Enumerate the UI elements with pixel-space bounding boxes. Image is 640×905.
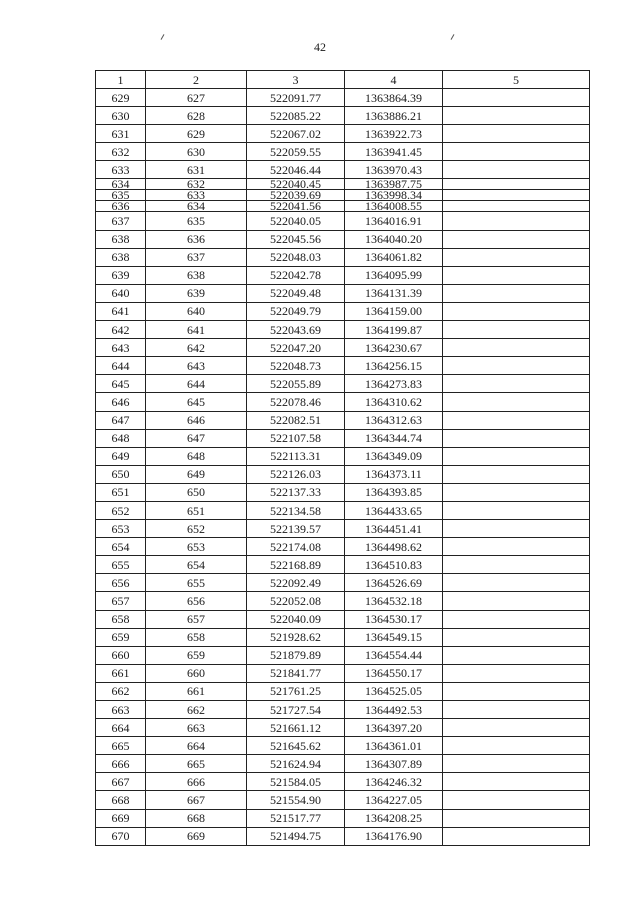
table-cell-col-1: 655	[96, 556, 146, 574]
table-row	[96, 610, 590, 628]
table-cell-col-1: 632	[96, 143, 146, 161]
table-row	[96, 302, 590, 320]
table-cell-col-3: 521624.94	[247, 755, 345, 773]
table-cell-col-4: 1364061.82	[345, 248, 443, 266]
table-cell-col-1: 665	[96, 737, 146, 755]
table-cell-col-1: 641	[96, 302, 146, 320]
table-cell-col-1: 649	[96, 447, 146, 465]
table-cell-col-1: 644	[96, 357, 146, 375]
table-cell-col-3: 521584.05	[247, 773, 345, 791]
table-cell-col-2: 663	[146, 719, 247, 737]
table-cell-col-1: 645	[96, 375, 146, 393]
table-cell-col-4: 1364393.85	[345, 483, 443, 501]
scan-tick-mark-left	[161, 34, 165, 40]
table-cell-col-4: 1364526.69	[345, 574, 443, 592]
table-cell-col-3: 522045.56	[247, 230, 345, 248]
table-cell-col-1: 642	[96, 321, 146, 339]
table-cell-col-5	[443, 339, 590, 357]
table-cell-col-3: 522041.56	[247, 201, 345, 212]
table-row	[96, 357, 590, 375]
table-cell-col-1: 660	[96, 646, 146, 664]
table-row	[96, 89, 590, 107]
table-row	[96, 719, 590, 737]
table-cell-col-2: 668	[146, 809, 247, 827]
table-cell-col-4: 1364008.55	[345, 201, 443, 212]
table-cell-col-3: 522040.05	[247, 212, 345, 230]
table-cell-col-1: 630	[96, 107, 146, 125]
table-cell-col-5	[443, 266, 590, 284]
table-row	[96, 339, 590, 357]
table-cell-col-5	[443, 737, 590, 755]
column-header-5: 5	[443, 71, 590, 89]
table-cell-col-5	[443, 302, 590, 320]
table-row	[96, 179, 590, 190]
table-cell-col-2: 656	[146, 592, 247, 610]
table-cell-col-3: 521517.77	[247, 809, 345, 827]
table-row	[96, 284, 590, 302]
table-cell-col-2: 646	[146, 411, 247, 429]
table-cell-col-2: 655	[146, 574, 247, 592]
table-cell-col-4: 1364373.11	[345, 465, 443, 483]
table-cell-col-2: 636	[146, 230, 247, 248]
table-cell-col-5	[443, 321, 590, 339]
table-cell-col-2: 653	[146, 538, 247, 556]
table-cell-col-3: 522174.08	[247, 538, 345, 556]
table-cell-col-2: 641	[146, 321, 247, 339]
table-cell-col-3: 521645.62	[247, 737, 345, 755]
table-cell-col-2: 662	[146, 701, 247, 719]
table-cell-col-4: 1364230.67	[345, 339, 443, 357]
scan-tick-mark-right	[451, 34, 455, 40]
table-cell-col-2: 648	[146, 447, 247, 465]
table-cell-col-4: 1364554.44	[345, 646, 443, 664]
table-row	[96, 107, 590, 125]
table-row	[96, 809, 590, 827]
column-header-3: 3	[247, 71, 345, 89]
table-cell-col-5	[443, 447, 590, 465]
column-header-4: 4	[345, 71, 443, 89]
table-cell-col-2: 661	[146, 682, 247, 700]
table-row	[96, 411, 590, 429]
table-cell-col-3: 522055.89	[247, 375, 345, 393]
table-cell-col-1: 662	[96, 682, 146, 700]
table-cell-col-5	[443, 190, 590, 201]
table-cell-col-5	[443, 393, 590, 411]
table-cell-col-1: 656	[96, 574, 146, 592]
table-cell-col-2: 664	[146, 737, 247, 755]
table-cell-col-3: 522082.51	[247, 411, 345, 429]
table-cell-col-5	[443, 411, 590, 429]
table-row	[96, 375, 590, 393]
table-row	[96, 791, 590, 809]
table-cell-col-5	[443, 664, 590, 682]
table-cell-col-4: 1363922.73	[345, 125, 443, 143]
table-cell-col-4: 1363998.34	[345, 190, 443, 201]
table-cell-col-3: 521661.12	[247, 719, 345, 737]
table-cell-col-4: 1364525.05	[345, 682, 443, 700]
table-row	[96, 755, 590, 773]
table-cell-col-4: 1364510.83	[345, 556, 443, 574]
table-cell-col-1: 650	[96, 465, 146, 483]
table-cell-col-3: 522078.46	[247, 393, 345, 411]
table-cell-col-3: 522042.78	[247, 266, 345, 284]
table-cell-col-2: 667	[146, 791, 247, 809]
table-cell-col-3: 522049.48	[247, 284, 345, 302]
table-cell-col-4: 1364307.89	[345, 755, 443, 773]
table-cell-col-5	[443, 107, 590, 125]
table-cell-col-2: 638	[146, 266, 247, 284]
table-cell-col-2: 633	[146, 190, 247, 201]
table-row	[96, 520, 590, 538]
table-cell-col-5	[443, 501, 590, 519]
table-cell-col-3: 522039.69	[247, 190, 345, 201]
table-cell-col-4: 1364451.41	[345, 520, 443, 538]
table-cell-col-3: 522048.03	[247, 248, 345, 266]
table-cell-col-5	[443, 230, 590, 248]
table-cell-col-4: 1364550.17	[345, 664, 443, 682]
table-cell-col-4: 1364176.90	[345, 827, 443, 845]
table-cell-col-1: 657	[96, 592, 146, 610]
table-cell-col-5	[443, 357, 590, 375]
table-cell-col-4: 1364492.53	[345, 701, 443, 719]
table-cell-col-1: 643	[96, 339, 146, 357]
table-cell-col-1: 638	[96, 248, 146, 266]
table-cell-col-3: 522134.58	[247, 501, 345, 519]
table-row	[96, 592, 590, 610]
table-cell-col-5	[443, 429, 590, 447]
table-cell-col-4: 1364344.74	[345, 429, 443, 447]
table-cell-col-3: 522137.33	[247, 483, 345, 501]
table-cell-col-5	[443, 556, 590, 574]
table-cell-col-4: 1363886.21	[345, 107, 443, 125]
table-cell-col-1: 666	[96, 755, 146, 773]
table-row	[96, 429, 590, 447]
table-cell-col-5	[443, 520, 590, 538]
table-row	[96, 574, 590, 592]
table-cell-col-2: 649	[146, 465, 247, 483]
table-cell-col-2: 659	[146, 646, 247, 664]
table-cell-col-1: 640	[96, 284, 146, 302]
table-row	[96, 230, 590, 248]
table-row	[96, 682, 590, 700]
table-cell-col-5	[443, 538, 590, 556]
table-row	[96, 212, 590, 230]
table-cell-col-5	[443, 284, 590, 302]
table-cell-col-2: 637	[146, 248, 247, 266]
table-cell-col-1: 646	[96, 393, 146, 411]
table-cell-col-3: 521841.77	[247, 664, 345, 682]
table-body	[96, 89, 590, 846]
table-cell-col-5	[443, 248, 590, 266]
table-cell-col-3: 521494.75	[247, 827, 345, 845]
table-cell-col-1: 663	[96, 701, 146, 719]
table-row	[96, 556, 590, 574]
table-cell-col-1: 667	[96, 773, 146, 791]
table-cell-col-3: 522049.79	[247, 302, 345, 320]
table-cell-col-4: 1364361.01	[345, 737, 443, 755]
table-cell-col-5	[443, 574, 590, 592]
table-cell-col-4: 1364246.32	[345, 773, 443, 791]
table-row	[96, 664, 590, 682]
table-cell-col-5	[443, 483, 590, 501]
table-row	[96, 501, 590, 519]
table-cell-col-3: 521879.89	[247, 646, 345, 664]
table-cell-col-2: 669	[146, 827, 247, 845]
table-cell-col-2: 657	[146, 610, 247, 628]
table-cell-col-3: 521761.25	[247, 682, 345, 700]
table-cell-col-5	[443, 465, 590, 483]
table-cell-col-4: 1363864.39	[345, 89, 443, 107]
table-row	[96, 483, 590, 501]
table-cell-col-1: 633	[96, 161, 146, 179]
table-row	[96, 737, 590, 755]
table-cell-col-2: 651	[146, 501, 247, 519]
table-cell-col-1: 658	[96, 610, 146, 628]
column-header-1: 1	[96, 71, 146, 89]
table-cell-col-3: 522059.55	[247, 143, 345, 161]
table-cell-col-1: 669	[96, 809, 146, 827]
page-number: 42	[314, 40, 326, 54]
table-cell-col-5	[443, 161, 590, 179]
table-cell-col-1: 638	[96, 230, 146, 248]
table-cell-col-3: 521727.54	[247, 701, 345, 719]
table-cell-col-5	[443, 791, 590, 809]
table-cell-col-2: 660	[146, 664, 247, 682]
table-cell-col-4: 1364159.00	[345, 302, 443, 320]
table-cell-col-3: 522046.44	[247, 161, 345, 179]
table-cell-col-3: 522043.69	[247, 321, 345, 339]
table-cell-col-5	[443, 375, 590, 393]
table-cell-col-5	[443, 143, 590, 161]
table-cell-col-3: 522052.08	[247, 592, 345, 610]
table-cell-col-1: 653	[96, 520, 146, 538]
table-cell-col-5	[443, 646, 590, 664]
table-cell-col-2: 628	[146, 107, 247, 125]
table-cell-col-4: 1364095.99	[345, 266, 443, 284]
table-cell-col-1: 664	[96, 719, 146, 737]
table-cell-col-1: 636	[96, 201, 146, 212]
table-cell-col-2: 666	[146, 773, 247, 791]
table-cell-col-1: 637	[96, 212, 146, 230]
table-cell-col-2: 635	[146, 212, 247, 230]
table-cell-col-1: 659	[96, 628, 146, 646]
table-row	[96, 701, 590, 719]
table-cell-col-2: 644	[146, 375, 247, 393]
table-cell-col-2: 645	[146, 393, 247, 411]
table-cell-col-4: 1364273.83	[345, 375, 443, 393]
table-row	[96, 827, 590, 845]
table-cell-col-1: 661	[96, 664, 146, 682]
column-header-2: 2	[146, 71, 247, 89]
table-cell-col-1: 639	[96, 266, 146, 284]
table-cell-col-3: 522091.77	[247, 89, 345, 107]
table-cell-col-1: 652	[96, 501, 146, 519]
table-cell-col-2: 665	[146, 755, 247, 773]
table-cell-col-2: 654	[146, 556, 247, 574]
table-cell-col-5	[443, 89, 590, 107]
table-row	[96, 393, 590, 411]
table-cell-col-2: 650	[146, 483, 247, 501]
table-cell-col-4: 1364040.20	[345, 230, 443, 248]
table-cell-col-4: 1364208.25	[345, 809, 443, 827]
table-cell-col-3: 522040.09	[247, 610, 345, 628]
table-cell-col-5	[443, 701, 590, 719]
table-cell-col-1: 635	[96, 190, 146, 201]
table-row	[96, 447, 590, 465]
table-cell-col-4: 1364227.05	[345, 791, 443, 809]
table-cell-col-3: 522040.45	[247, 179, 345, 190]
table-row	[96, 538, 590, 556]
table-row	[96, 646, 590, 664]
table-cell-col-1: 647	[96, 411, 146, 429]
table-cell-col-3: 522067.02	[247, 125, 345, 143]
table-cell-col-4: 1364397.20	[345, 719, 443, 737]
table-cell-col-5	[443, 610, 590, 628]
table-row	[96, 161, 590, 179]
table-cell-col-3: 522048.73	[247, 357, 345, 375]
table-cell-col-2: 643	[146, 357, 247, 375]
table-cell-col-4: 1364016.91	[345, 212, 443, 230]
table-cell-col-1: 629	[96, 89, 146, 107]
table-cell-col-2: 639	[146, 284, 247, 302]
table-cell-col-5	[443, 773, 590, 791]
table-cell-col-5	[443, 755, 590, 773]
table-cell-col-2: 629	[146, 125, 247, 143]
table-cell-col-4: 1364532.18	[345, 592, 443, 610]
table-cell-col-4: 1364131.39	[345, 284, 443, 302]
table-cell-col-3: 522047.20	[247, 339, 345, 357]
table-cell-col-4: 1364312.63	[345, 411, 443, 429]
table-cell-col-2: 632	[146, 179, 247, 190]
table-cell-col-1: 670	[96, 827, 146, 845]
table-cell-col-2: 634	[146, 201, 247, 212]
table-row	[96, 773, 590, 791]
table-cell-col-5	[443, 809, 590, 827]
table-row	[96, 190, 590, 201]
table-cell-col-4: 1364530.17	[345, 610, 443, 628]
table-cell-col-3: 522126.03	[247, 465, 345, 483]
table-cell-col-1: 634	[96, 179, 146, 190]
table-cell-col-2: 652	[146, 520, 247, 538]
table-cell-col-1: 651	[96, 483, 146, 501]
table-header-row	[96, 71, 590, 89]
table-cell-col-1: 654	[96, 538, 146, 556]
table-cell-col-5	[443, 827, 590, 845]
table-cell-col-5	[443, 682, 590, 700]
table-row	[96, 465, 590, 483]
table-cell-col-4: 1364433.65	[345, 501, 443, 519]
table-cell-col-5	[443, 179, 590, 190]
table-row	[96, 266, 590, 284]
table-cell-col-4: 1364498.62	[345, 538, 443, 556]
table-cell-col-4: 1363987.75	[345, 179, 443, 190]
table-cell-col-3: 522139.57	[247, 520, 345, 538]
table-cell-col-1: 648	[96, 429, 146, 447]
table-row	[96, 321, 590, 339]
table-cell-col-2: 640	[146, 302, 247, 320]
table-row	[96, 125, 590, 143]
table-cell-col-5	[443, 212, 590, 230]
table-cell-col-3: 522092.49	[247, 574, 345, 592]
table-cell-col-2: 647	[146, 429, 247, 447]
table-cell-col-2: 631	[146, 161, 247, 179]
table-row	[96, 248, 590, 266]
table-cell-col-3: 522085.22	[247, 107, 345, 125]
table-cell-col-3: 522107.58	[247, 429, 345, 447]
table-cell-col-4: 1364199.87	[345, 321, 443, 339]
table-row	[96, 201, 590, 212]
table-cell-col-5	[443, 201, 590, 212]
coordinates-table	[95, 70, 590, 846]
table-cell-col-5	[443, 125, 590, 143]
table-cell-col-1: 631	[96, 125, 146, 143]
table-cell-col-2: 627	[146, 89, 247, 107]
table-row	[96, 143, 590, 161]
table-cell-col-3: 521554.90	[247, 791, 345, 809]
table-cell-col-5	[443, 628, 590, 646]
table-cell-col-4: 1363941.45	[345, 143, 443, 161]
table-cell-col-3: 521928.62	[247, 628, 345, 646]
table-cell-col-1: 668	[96, 791, 146, 809]
table-cell-col-4: 1364310.62	[345, 393, 443, 411]
table-cell-col-3: 522113.31	[247, 447, 345, 465]
table-cell-col-2: 642	[146, 339, 247, 357]
table-cell-col-5	[443, 592, 590, 610]
table-cell-col-5	[443, 719, 590, 737]
table-cell-col-4: 1364549.15	[345, 628, 443, 646]
table-cell-col-3: 522168.89	[247, 556, 345, 574]
table-cell-col-4: 1364256.15	[345, 357, 443, 375]
table-row	[96, 628, 590, 646]
table-cell-col-4: 1364349.09	[345, 447, 443, 465]
table-cell-col-4: 1363970.43	[345, 161, 443, 179]
table-cell-col-2: 658	[146, 628, 247, 646]
table-cell-col-2: 630	[146, 143, 247, 161]
